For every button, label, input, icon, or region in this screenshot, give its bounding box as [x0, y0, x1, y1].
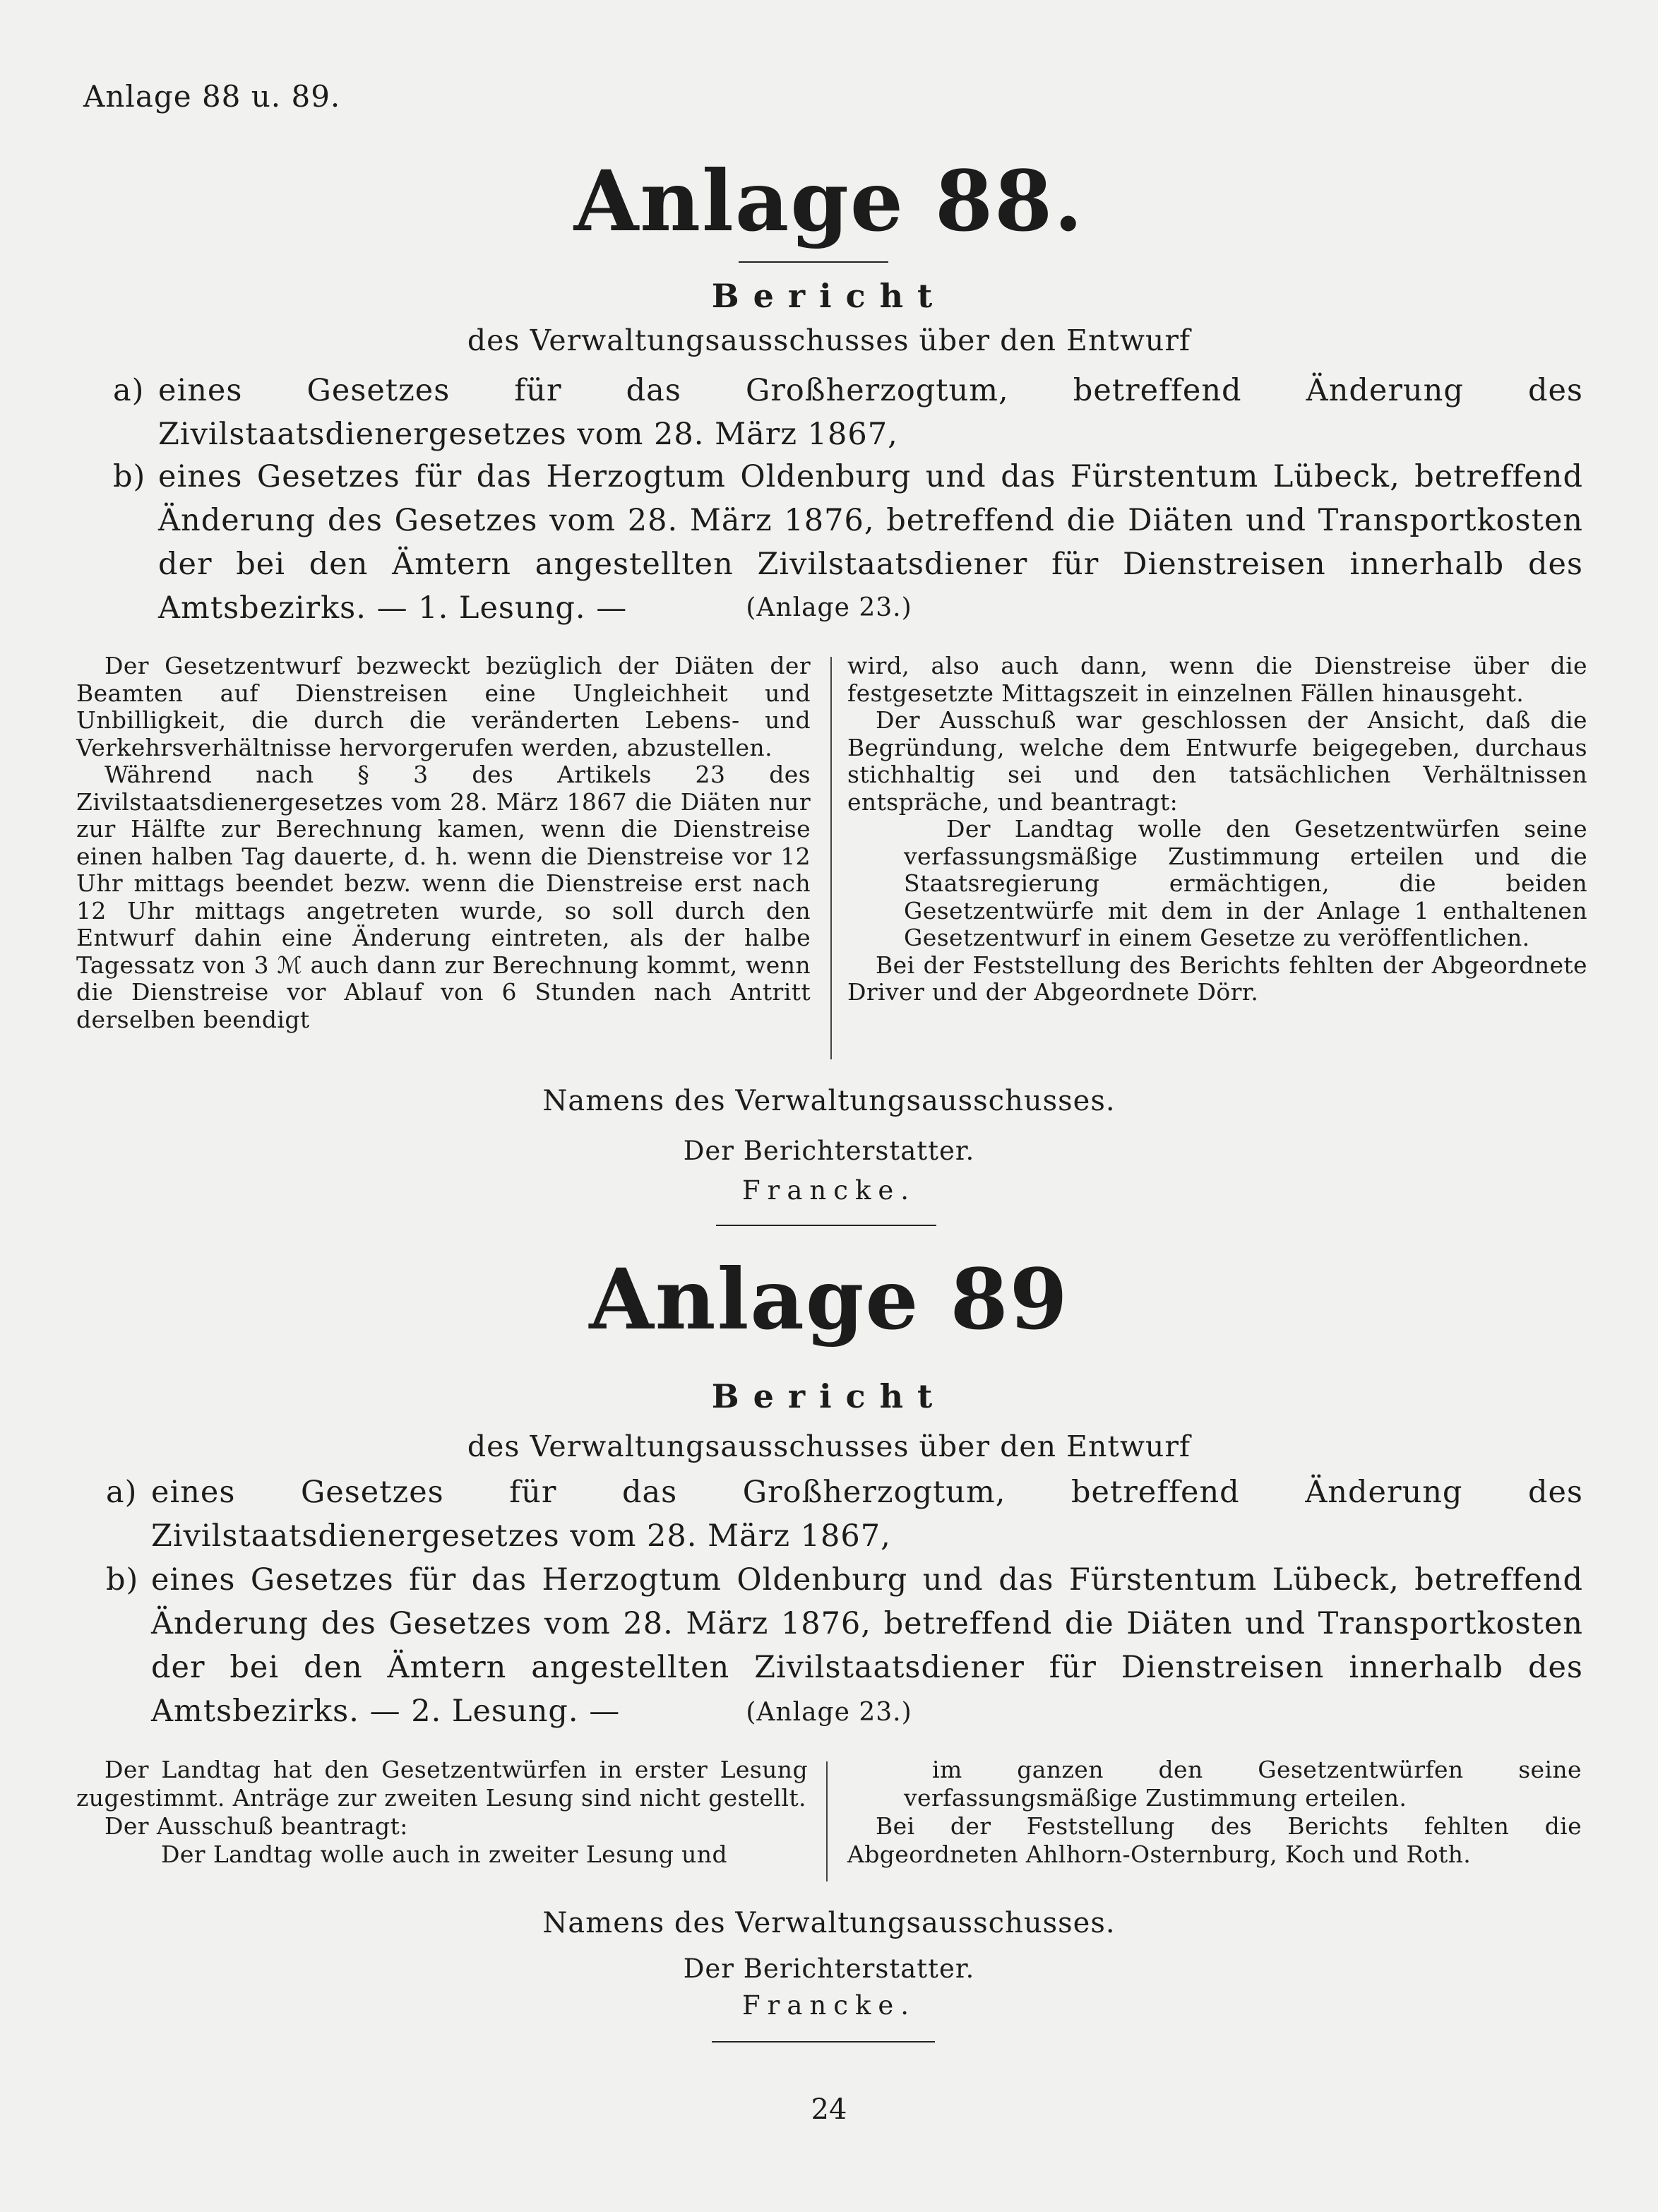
anlage-89-item-a	[106, 1470, 1583, 1558]
anlage-88-reference: (Anlage 23.)	[746, 593, 912, 622]
item-a-label: a)	[113, 373, 145, 408]
anlage-88-bericht-heading: Bericht	[711, 277, 947, 315]
paragraph: Der Landtag hat den Gesetzentwürfen in erster Lesung zugestimmt. Anträge zur zweiten Lesung sind nicht gestellt.	[76, 1756, 808, 1812]
anlage-89-right-column	[847, 1756, 1582, 1869]
item-b-label: b)	[106, 1562, 139, 1598]
anlage-89-signature-name: Francke.	[741, 1990, 917, 2021]
anlage-89-signature-role: Der Berichterstatter.	[683, 1954, 975, 1984]
item-a-text: eines Gesetzes für das Großherzogtum, betreffend Änderung des Zivilstaatsdienergesetzes vom 28. März 1867,	[151, 1475, 1583, 1554]
anlage-89-signature-namens: Namens des Verwaltungsausschusses.	[542, 1907, 1116, 1939]
anlage-89-left-column	[76, 1756, 808, 1869]
item-b-text: eines Gesetzes für das Herzogtum Oldenburg und das Fürstentum Lübeck, betreffend Änderung des Gesetzes vom 28. März 1876, betreffend die Diäten und Transportkosten der bei den Ämtern angestellten Zivilstaatsdiener für Dienstreisen innerhalb des Amtsbezirks. — 1. Lesung. —	[158, 459, 1583, 626]
title-rule	[739, 261, 888, 263]
anlage-88-title: Anlage 88.	[573, 152, 1085, 250]
paragraph: Bei der Feststellung des Berichts fehlten die Abgeordneten Ahlhorn-Osternburg, Koch und Roth.	[847, 1812, 1582, 1868]
anlage-89-bericht-heading: Bericht	[711, 1377, 947, 1415]
section-rule	[716, 1225, 936, 1226]
paragraph: Der Ausschuß beantragt:	[105, 1812, 408, 1840]
paragraph: Der Ausschuß war geschlossen der Ansicht, daß die Begründung, welche dem Entwurfe beigegeben, durchaus stichhaltig sei und den tatsächlichen Verhältnissen entspräche, und beantragt:	[847, 706, 1587, 816]
item-a-label: a)	[106, 1475, 138, 1510]
paragraph: im ganzen den Gesetzentwürfen seine verfassungsmäßige Zustimmung erteilen.	[904, 1756, 1582, 1812]
anlage-88-left-column	[76, 653, 811, 1033]
motion-quote: Der Landtag wolle auch in zweiter Lesung und	[161, 1841, 727, 1868]
anlage-89-reference: (Anlage 23.)	[746, 1698, 912, 1727]
column-divider	[826, 1761, 828, 1881]
section-rule	[712, 2041, 935, 2042]
paragraph: Der Gesetzentwurf bezweckt bezüglich der Diäten der Beamten auf Dienstreisen eine Ungleichheit und Unbilligkeit, die durch die veränderten Lebens- und Verkehrsverhältnisse hervorgerufen werden, abzustellen.	[76, 652, 811, 761]
paragraph: Während nach § 3 des Artikels 23 des Zivilstaatsdienergesetzes vom 28. März 1867 die Diäten nur zur Hälfte zur Berechnung kamen, wenn die Dienstreise einen halben Tag dauerte, d. h. wenn die Dienstreise vor 12 Uhr mittags beendet bezw. wenn die Dienstreise erst nach 12 Uhr mittags angetreten wurde, so soll durch den Entwurf dahin eine Änderung eintreten, als der halbe Tagessatz von 3 ℳ auch dann zur Berechnung kommt, wenn die Dienstreise vor Ablauf von 6 Stunden nach Antritt derselben beendigt	[76, 761, 811, 1033]
item-b-label: b)	[113, 459, 146, 494]
anlage-89-title: Anlage 89	[589, 1250, 1069, 1348]
motion-quote: Der Landtag wolle den Gesetzentwürfen seine verfassungsmäßige Zustimmung erteilen und die Staatsregierung ermächtigen, die beiden Gesetzentwürfe mit dem in der Anlage 1 enthaltenen Gesetzentwurf in einem Gesetze zu veröffentlichen.	[904, 815, 1587, 951]
anlage-88-item-a	[113, 369, 1583, 456]
anlage-89-intro: des Verwaltungsausschusses über den Entwurf	[467, 1429, 1191, 1463]
item-a-text: eines Gesetzes für das Großherzogtum, betreffend Änderung des Zivilstaatsdienergesetzes vom 28. März 1867,	[158, 373, 1583, 452]
running-head: Anlage 88 u. 89.	[83, 79, 341, 114]
anlage-88-signature-name: Francke.	[741, 1175, 917, 1206]
anlage-88-signature-role: Der Berichterstatter.	[683, 1136, 975, 1166]
paragraph: wird, also auch dann, wenn die Dienstreise über die festgesetzte Mittagszeit in einzelnen Fällen hinausgeht.	[847, 652, 1587, 707]
item-b-text: eines Gesetzes für das Herzogtum Oldenburg und das Fürstentum Lübeck, betreffend Änderung des Gesetzes vom 28. März 1876, betreffend die Diäten und Transportkosten der bei den Ämtern angestellten Zivilstaatsdiener für Dienstreisen innerhalb des Amtsbezirks. — 2. Lesung. —	[151, 1562, 1583, 1729]
anlage-88-signature-namens: Namens des Verwaltungsausschusses.	[542, 1085, 1116, 1117]
page-number: 24	[811, 2093, 847, 2126]
anlage-88-intro: des Verwaltungsausschusses über den Entwurf	[467, 323, 1191, 357]
anlage-88-right-column	[847, 653, 1587, 1006]
paragraph: Bei der Feststellung des Berichts fehlten der Abgeordnete Driver und der Abgeordnete Dörr.	[847, 951, 1587, 1006]
column-divider	[830, 657, 832, 1059]
